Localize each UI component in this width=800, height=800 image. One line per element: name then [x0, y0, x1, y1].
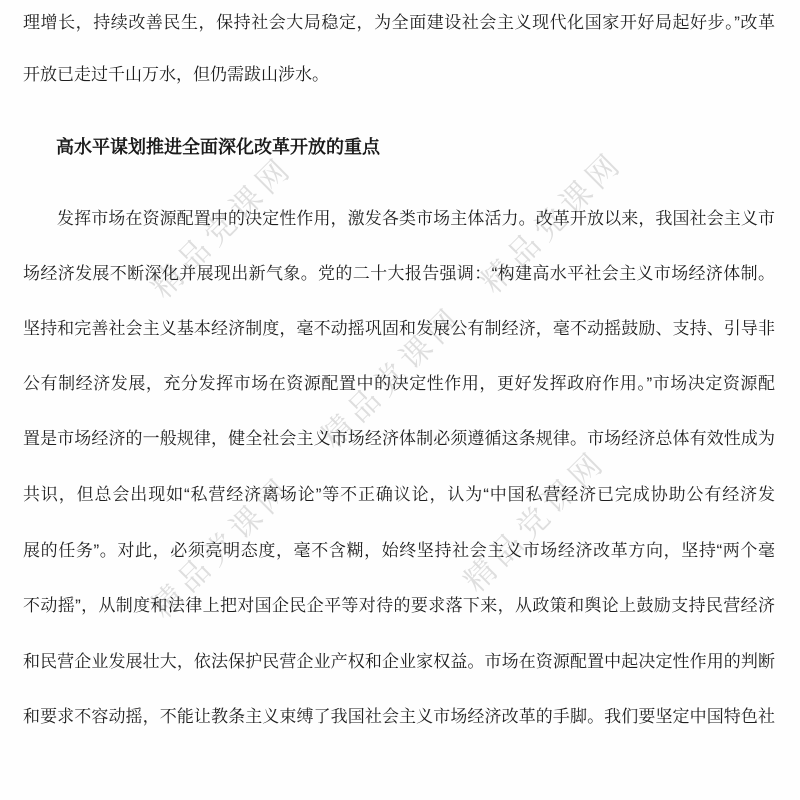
paragraph-line: 坚持和完善社会主义基本经济制度，毫不动摇巩固和发展公有制经济，毫不动摇鼓励、支持、引导非 — [23, 319, 775, 338]
paragraph-line: 置是市场经济的一般规律，健全社会主义市场经济体制必须遵循这条规律。市场经济总体有效性成为 — [23, 429, 775, 448]
watermark-text: 精品党课网 — [144, 149, 300, 305]
paragraph-line: 展的任务”。对此，必须亮明态度，毫不含糊，始终坚持社会主义市场经济改革方向，坚持“两个毫 — [23, 541, 775, 560]
section-heading: 高水平谋划推进全面深化改革开放的重点 — [56, 137, 380, 157]
watermark-text: 精品党课网 — [457, 443, 613, 599]
watermark-text: 精品党课网 — [144, 469, 300, 625]
watermark-text: 精品党课网 — [314, 299, 470, 455]
paragraph-line: 发挥市场在资源配置中的决定性作用，激发各类市场主体活力。改革开放以来，我国社会主义市 — [57, 209, 775, 228]
watermark-text: 精品党课网 — [474, 144, 630, 300]
paragraph-line: 理增长，持续改善民生，保持社会大局稳定，为全面建设社会主义现代化国家开好局起好步。”改革 — [23, 13, 775, 32]
paragraph-line: 开放已走过千山万水，但仍需跋山涉水。 — [23, 65, 329, 84]
paragraph-line: 和要求不容动摇，不能让教条主义束缚了我国社会主义市场经济改革的手脚。我们要坚定中国特色社 — [23, 707, 775, 726]
paragraph-line: 场经济发展不断深化并展现出新气象。党的二十大报告强调：“构建高水平社会主义市场经济体制。 — [23, 264, 775, 283]
paragraph-line: 共识，但总会出现如“私营经济离场论”等不正确议论，认为“中国私营经济已完成协助公有经济发 — [23, 485, 775, 504]
paragraph-line: 不动摇”，从制度和法律上把对国企民企平等对待的要求落下来，从政策和舆论上鼓励支持民营经济 — [23, 596, 775, 615]
paragraph-line: 和民营企业发展壮大，依法保护民营企业产权和企业家权益。市场在资源配置中起决定性作用的判断 — [23, 652, 775, 671]
paragraph-line: 公有制经济发展，充分发挥市场在资源配置中的决定性作用，更好发挥政府作用。”市场决定资源配 — [23, 374, 775, 393]
